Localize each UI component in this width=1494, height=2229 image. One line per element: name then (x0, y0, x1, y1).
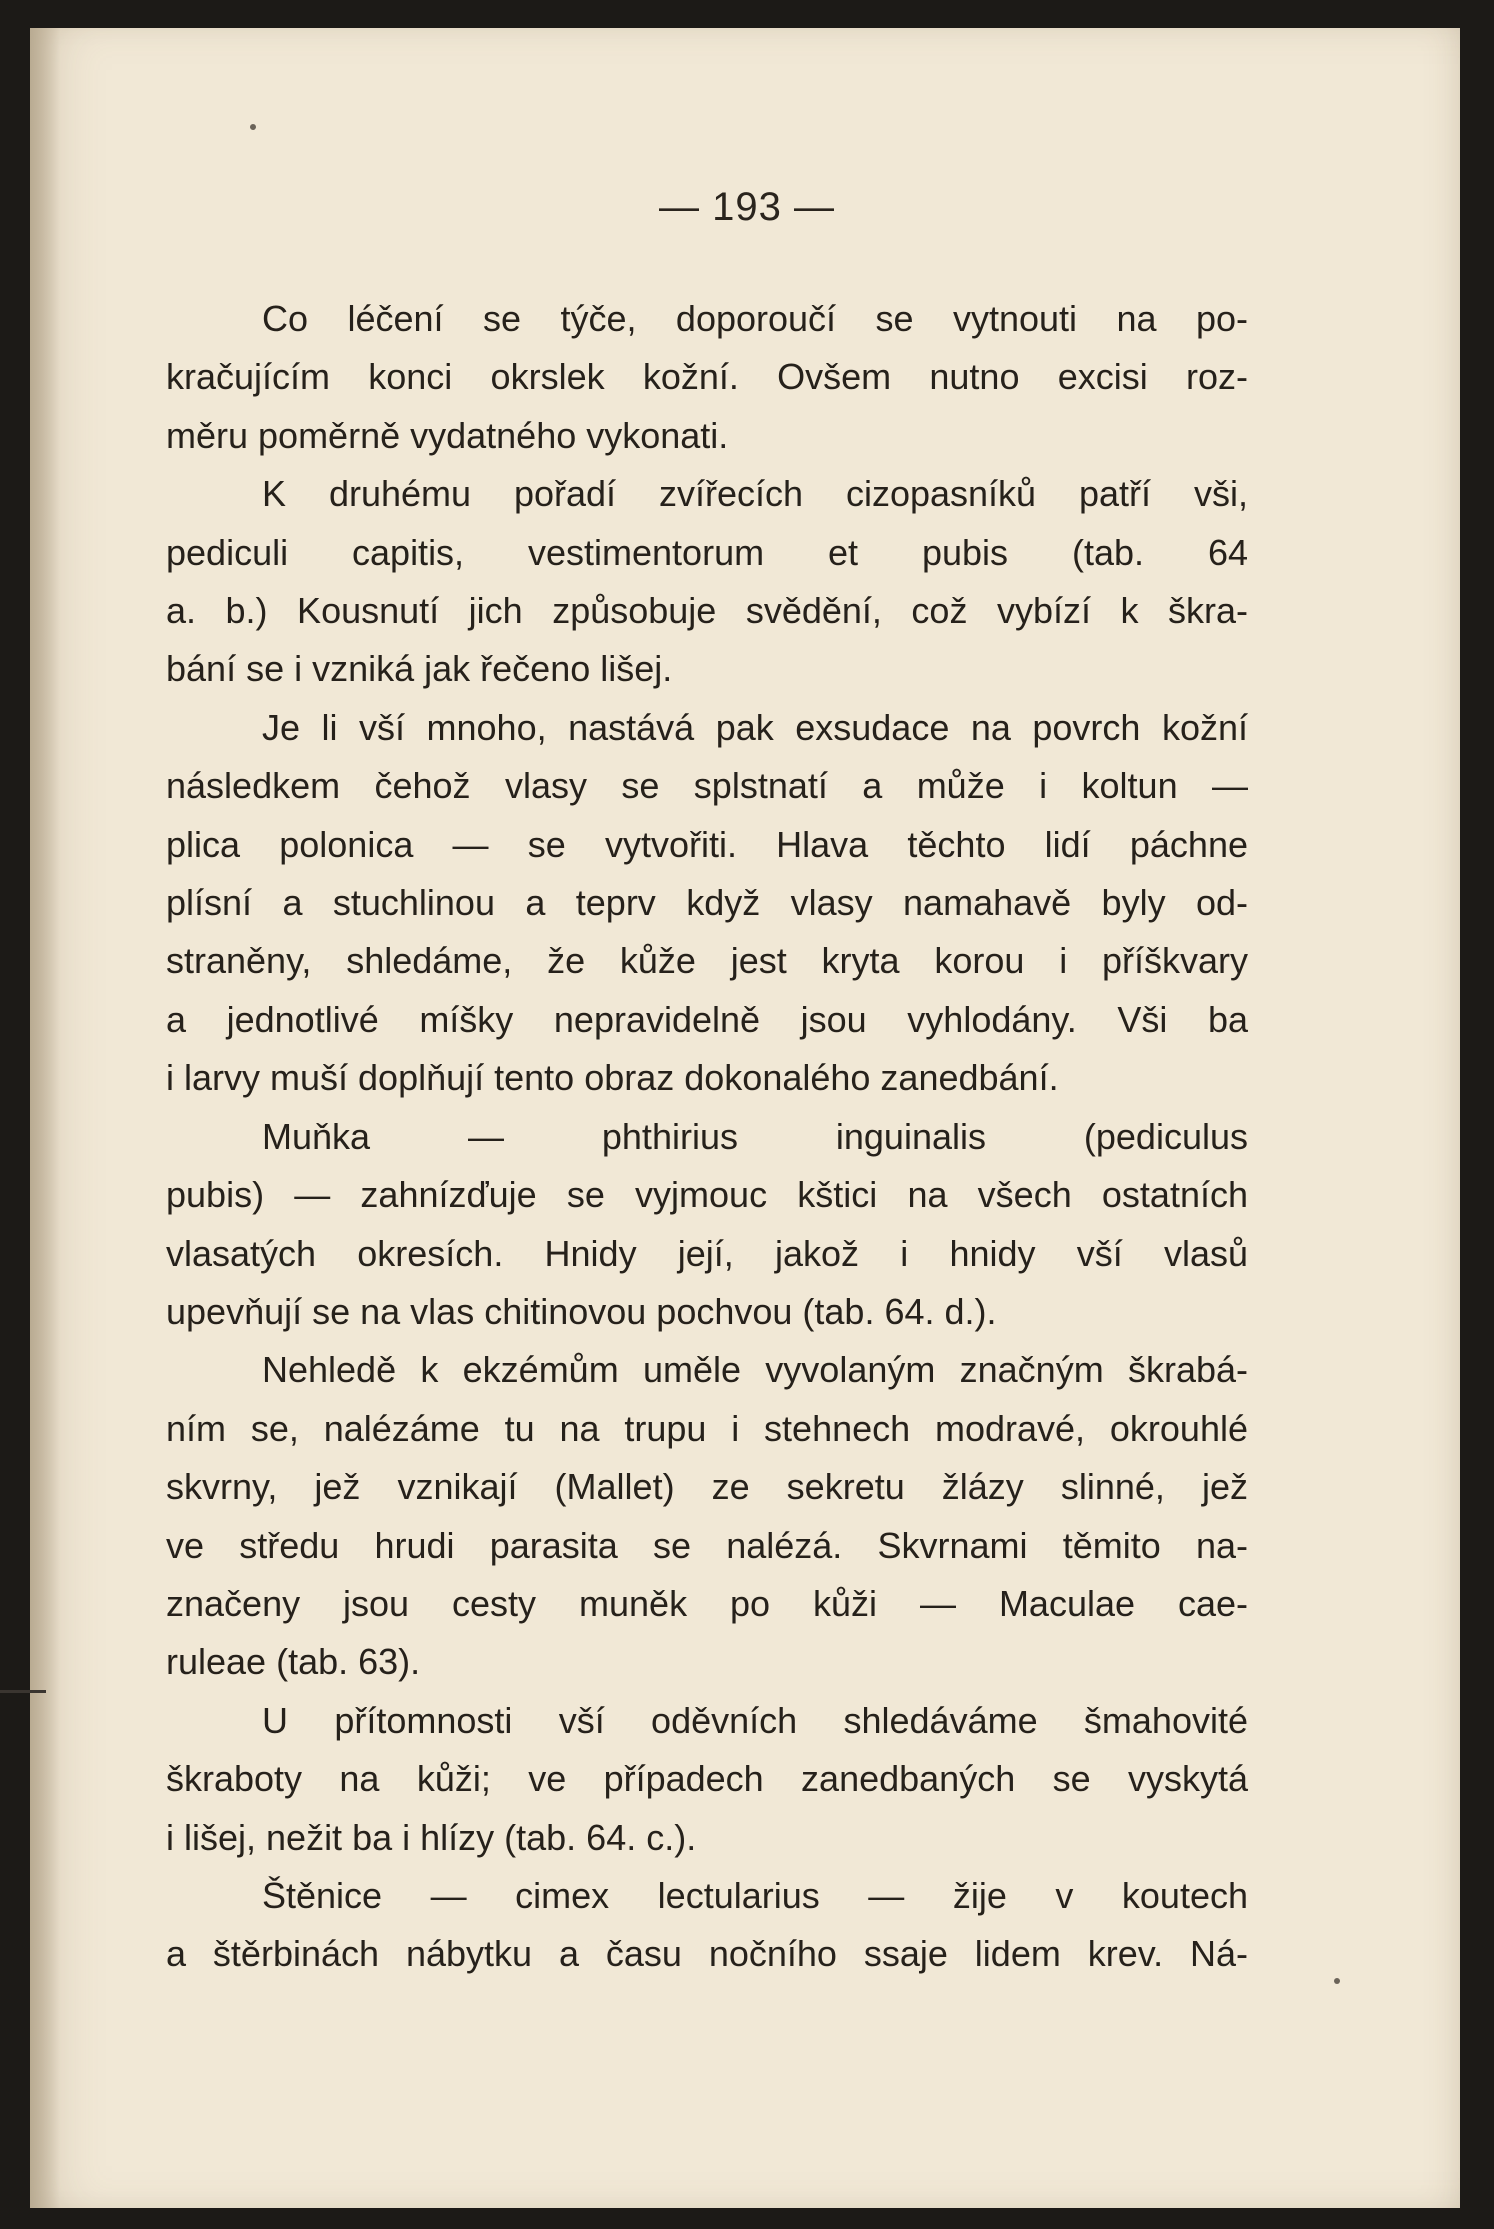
text-line: škraboty na kůži; ve případech zanedbaných se vyskytá (166, 1758, 1248, 1800)
text-line: straněny, shledáme, že kůže jest kryta korou i příškvary (166, 940, 1248, 982)
text-line: plísní a stuchlinou a teprv když vlasy namahavě byly od- (166, 882, 1248, 924)
text-line: Co léčení se týče, doporoučí se vytnouti na po- (262, 298, 1248, 339)
text-line: následkem čehož vlasy se splstnatí a může i koltun — (166, 765, 1248, 807)
text-line: pubis) — zahnízďuje se vyjmouc kštici na všech ostatních (166, 1174, 1248, 1216)
text-line: skvrny, jež vznikají (Mallet) ze sekretu žlázy slinné, jež (166, 1466, 1248, 1508)
text-line: Štěnice — cimex lectularius — žije v koutech (262, 1874, 1248, 1916)
text-line: Nehledě k ekzémům uměle vyvolaným značným škrabá- (262, 1349, 1248, 1391)
text-line: a. b.) Kousnutí jich způsobuje svědění, což vybízí k škra- (166, 590, 1248, 632)
text-line: i larvy muší doplňují tento obraz dokonalého zanedbání. (166, 1057, 1059, 1099)
text-line: plica polonica — se vytvořiti. Hlava těchto lidí páchne (166, 823, 1248, 865)
page-binding-shadow (30, 28, 60, 2208)
paper-speck (250, 124, 256, 130)
text-line: a štěrbinách nábytku a času nočního ssaje lidem krev. Ná- (166, 1933, 1248, 1975)
text-line: pediculi capitis, vestimentorum et pubis (tab. 64 (166, 531, 1248, 573)
paper-speck (1334, 1978, 1340, 1984)
text-line: upevňují se na vlas chitinovou pochvou (tab. 64. d.). (166, 1290, 997, 1332)
text-line: K druhému pořadí zvířecích cizopasníků patří vši, (262, 473, 1248, 515)
text-line: i lišej, nežit ba i hlízy (tab. 64. c.). (166, 1816, 697, 1858)
text-line: kračujícím konci okrslek kožní. Ovšem nutno excisi roz- (166, 356, 1248, 398)
text-line: značeny jsou cesty muněk po kůži — Maculae cae- (166, 1582, 1248, 1624)
text-line: měru poměrně vydatného vykonati. (166, 414, 729, 456)
text-line: ním se, nalézáme tu na trupu i stehnech modravé, okrouhlé (166, 1407, 1248, 1449)
text-line: Je li vší mnoho, nastává pak exsudace na povrch kožní (262, 706, 1248, 748)
text-line: ve středu hrudi parasita se nalézá. Skvrnami těmito na- (166, 1524, 1248, 1566)
body-text (166, 290, 1248, 1984)
text-line: ruleae (tab. 63). (166, 1641, 421, 1683)
text-line: U přítomnosti vší oděvních shledáváme šmahovité (262, 1699, 1248, 1741)
text-line: vlasatých okresích. Hnidy její, jakož i hnidy vší vlasů (166, 1232, 1248, 1274)
text-line: Muňka — phthirius inguinalis (pediculus (262, 1115, 1248, 1157)
page-edge-mark (0, 1690, 46, 1693)
text-line: a jednotlivé míšky nepravidelně jsou vyhlodány. Vši ba (166, 998, 1248, 1040)
page-number: — 193 — (659, 185, 835, 229)
text-line: bání se i vzniká jak řečeno lišej. (166, 648, 673, 690)
